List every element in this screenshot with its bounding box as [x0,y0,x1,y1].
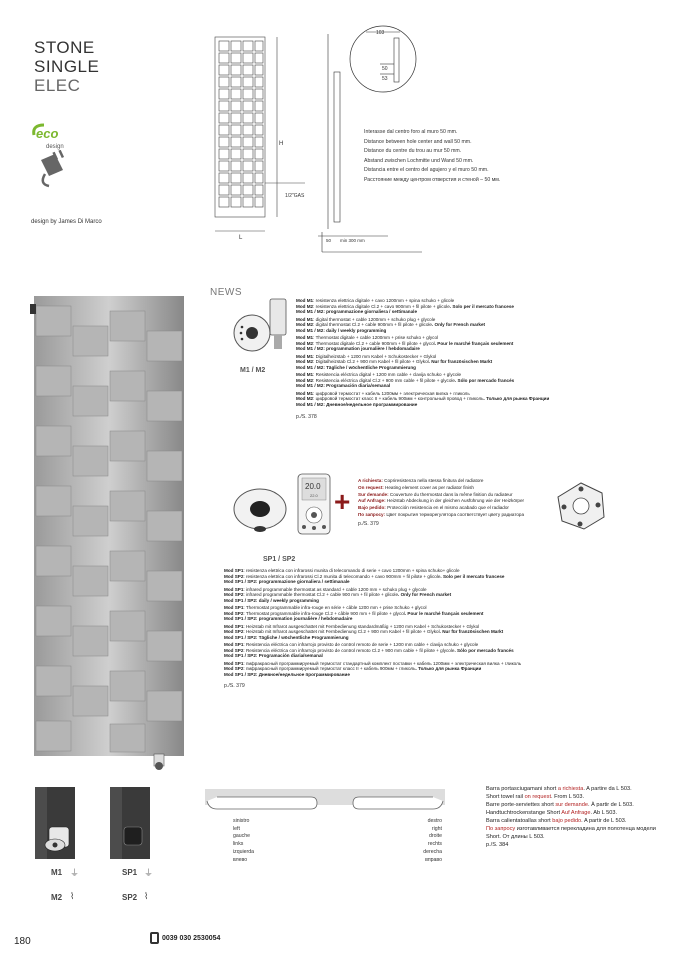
dim-53: 53 [382,76,388,82]
sp-controller-image [232,473,294,533]
m2-label: M2 [51,893,63,902]
m-group: Mod M1: digital thermostat + cable 1200mm + schuko plug + glycole Mod M2: digital thermostat Cl.2 + cable 900mm + fil pilote + glicole. Only for French market Mod M1 / M2: daily / weekly programming [296,316,486,333]
m-group: Mod M1: resistenza elettrica digitale + cavo 1200mm + spina schuko + glicole Mod M2: resistenza elettrica digitale Cl.2 + cavo 900mm + fil pilote + glicole. Solo per il mercato francese Mod M1 / M2: programmazione giornaliera / settimanale [296,298,514,314]
sp-spec-list [224,568,521,690]
cover-plate-image [556,481,606,531]
dim-min: min 300 mm [340,238,365,243]
left-side-list: sinistro left gauche links izquierda влево [233,818,255,863]
phone-contact [150,932,220,944]
dim-50b: 50 [326,238,332,243]
sp-group: Mod SP1: Thermostat programmable infra-rouge en série + câble 1200 mm + prise Schuko + glycol Mod SP2: Thermostat programmable infra-rouge Cl.2 + câble 900 mm + fil pilote + glycol. Pour le marché français seulement Mod SP1 / SP2: programmation journalière / hebdomadaire [224,605,484,621]
sp-group: Mod SP1: resistenza elettrica con infrarossi munita di telecomando di serie + cavo 1200mm + spina schuko+ glicole Mod SP2: resistenza elettrica con infrarossi Cl.2 munita di telecomando + cavo 900mm + fil pilote + glicole. Solo per il mercato francese Mod SP1 / SP2: programmazione giornaliera / settimanale [224,568,505,584]
remote-temp: 20.0 [305,482,321,491]
towel-rail-note: Barra portasciugamani short a richiesta. A partire da L 503. Short towel rail on request. From L 503. Barre porte-serviettes short sur demande. À partir de L 503. Handtuchtrockenstange Short Auf Anfrage. Ab L 503. Barra calientatoallas short bajo pedido. A partir de L 503. По запросу изготавливается перекладина для полотенца модели Short. От длины L 503. p./S. 384 [486,786,656,848]
dim-gas: 1/2"GAS [285,193,305,199]
sp-group: Mod SP1: Resistencia eléctrica con infrarrojo provisto de control remoto de serie + 1200 mm cable + clavija schuko + glycole Mod SP2: Resistencia eléctrica con infrarrojo provisto de control remoto Cl.2 + 900 mm cable + fil pilote + glycole. Sólo por mercado francés Mod SP1 / SP2: Programación diaria/semanal [224,642,514,658]
m-group: Mod M1: Digitalheizstab + 1200 mm Kabel + Schukostecker + Glykol Mod M2: Digitalheizstab Cl.2 + 900 mm Kabel + fil pilote + Glykol. Nur für französischen Markt Mod M1 / M2: Tägliche / wöchentliche Programmierung [296,353,493,370]
dim-h: H [279,141,284,147]
req-page-ref: p./S. 379 [358,520,379,527]
m-page-ref: p./S. 378 [296,414,317,420]
remote-sub: 22.0 [310,493,318,498]
right-side-list: destro right droite rechts derecha вправо [423,818,442,863]
m-group: Mod M1: цифровой термостат + кабель 1200мм + электрическая вилка + гликоль Mod M2: цифровой термостат класс II + кабель 900мм + контрольный провод + гликоль. Только для рынка Франции Mod M1 / M2: Дневное/недельное программирование [296,390,550,407]
eco-design-logo [30,121,76,151]
m-group: Mod M1: Resistencia eléctrica digital + 1200 mm cable + clavija schuko + glycole Mod M2: Resistencia eléctrica digital Cl.2 + 900 mm cable + fil pilote + glycole. Sólo por mercado francés Mod M1 / M2: Programación diaria/semanal [296,372,515,388]
plug-small-icon: ⏚ [70,868,80,878]
page-number: 180 [14,936,31,947]
sp-group: Mod SP1: Heizstab mit Infrarot ausgeschattet mit Fernbedienung standardmäßig + 1200 mm Kabel + Schukostecker + Glykol Mod SP2: Heizstab mit Infrarot ausgeschattet mit Fernbedienung Cl.2 + 900 mm Kabel + fil pilote + Glykol. Nur für französischen Markt Mod SP1 / SP2: Tägliche / wöchentliche Programmierung [224,623,504,640]
sp-group: Mod SP1: infrared programmable thermostat as standard + cable 1200 mm + schuko plug + glycole Mod SP2: infrared programmable thermostat Cl.2 + cable 900 mm + fil pilote + glicole. Only for French market Mod SP1 / SP2: daily / weekly programming [224,586,452,603]
title-line-3: ELEC [34,76,81,95]
sp-heater-tile [110,787,150,859]
distance-note: Interasse dal centro foro al muro 50 mm. Distance between hole center and wall 50 mm. Distance du centre du trou au mur 50 mm. Abstand zwischen Lochmitte und Wand 50 mm. Distancia entre el centro del agujero y el muro 50 mm. Расстояние между центром отверстия и стеной – 50 мм. [364,129,501,183]
designer-credit: design by James Di Marco [31,219,102,225]
sp-label: SP1 / SP2 [263,556,296,563]
product-title [34,38,99,95]
title-line-1: STONE [34,38,95,57]
sp1-label: SP1 [122,868,138,877]
m-label: M1 / M2 [240,367,266,374]
request-options: A richiesta: Copriresistenza nella stessa finitura del radiatore On request: Heating element cover as per radiator finish Sur demande: Couverture du thermostat dans la même finition du radiateur Auf Anfrage: Heizstab Abdeckung in der gleichen Ausführung wie der Heizkörper Bajo pedido: Protección resistencia en el mismo acabado que el radiador По запросу: Цвет покрытия терморегулятора соответствует цвету радиатора p./S. 379 [358,478,525,527]
eco-sub: design [46,144,64,150]
m1-label: M1 [51,868,63,877]
eco-word: eco [36,126,59,141]
phone-icon [150,932,159,944]
dim-103: 103 [376,30,385,36]
dim-l: L [239,235,243,241]
m-group: Mod M1: Thermostat digitale + cable 1200mm + prise schuko + glycol Mod M2: Thermostat digitale Cl.2 + cable 900mm + fil pilote + glycol. Pour le marché français seulement Mod M1 / M2: programmation journalière / hebdomadaire [296,335,514,351]
news-heading: NEWS [210,287,242,298]
dim-50: 50 [382,66,388,72]
plug-small-icon: ⏚ [144,868,154,878]
sp-group: Mod SP1: пифракрасный программируемый термостат стандартный комплект поставки + кабель 1200мм + электрическая вилка + гликоль Mod SP2: пифракрасный программируемый термостат класс II + кабель 900мм + гликоль. Только для рынка Франции Mod SP1 / SP2: Дневное/недельное программирование [224,660,522,677]
m-heater-tile [35,787,75,859]
radiator-image [30,296,192,771]
sp2-label: SP2 [122,893,138,902]
towel-page-ref: p./S. 384 [486,842,509,848]
m-controller-image [232,297,294,359]
wire-icon: ⌇ [144,891,149,901]
title-line-2: SINGLE [34,57,100,76]
sp-page-ref: p./S. 379 [224,683,245,689]
plug-icon [35,150,69,188]
remote-control-image [296,473,332,535]
phone-number: 0039 030 2530054 [162,934,221,942]
wire-icon: ⌇ [70,891,75,901]
plus-icon: + [334,486,351,517]
m-spec-list [296,298,549,421]
